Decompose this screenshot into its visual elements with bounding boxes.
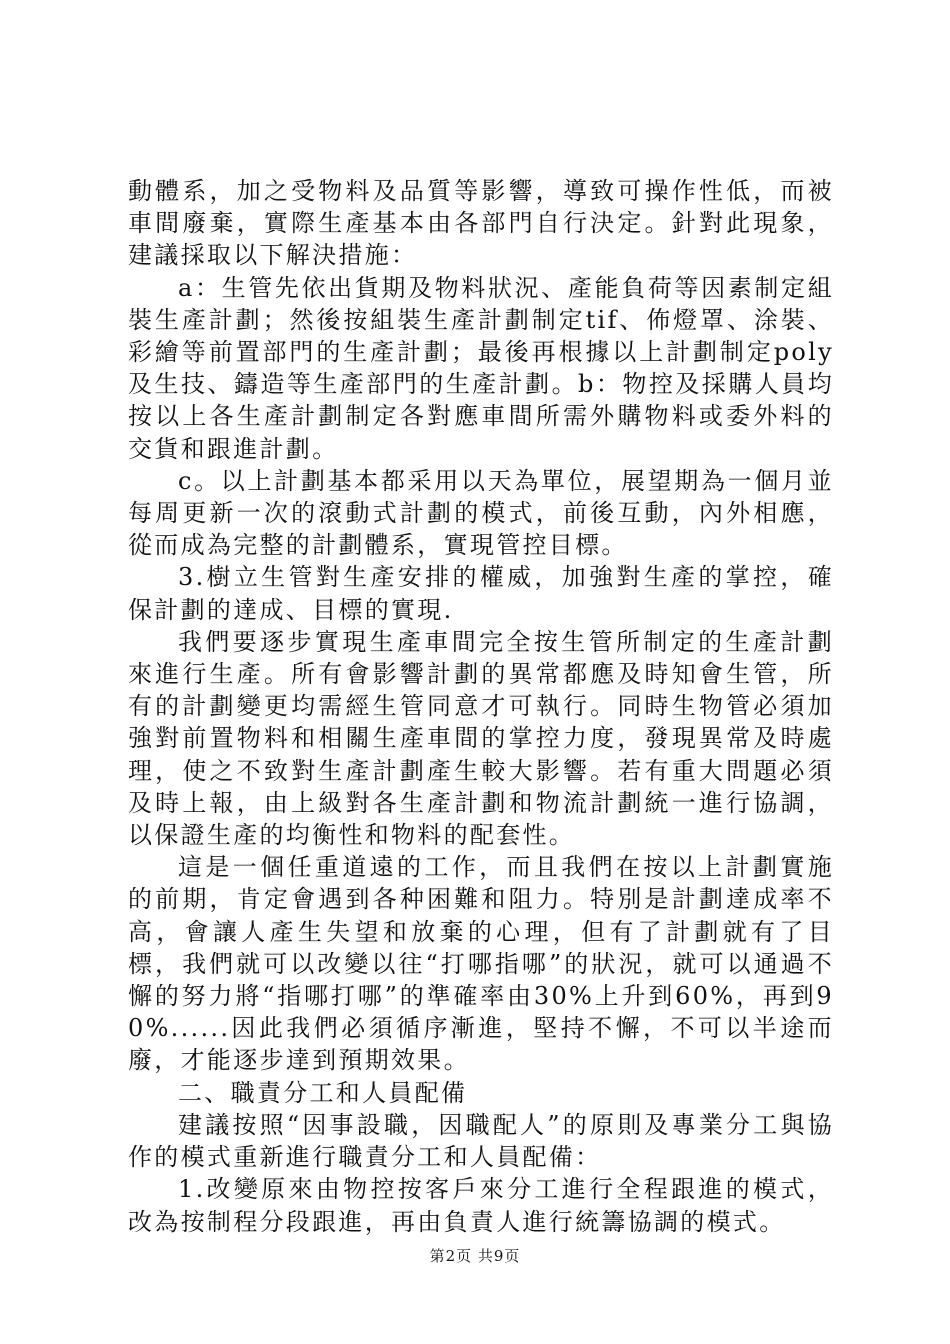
paragraph-point-3: 3.樹立生管對生產安排的權威，加強對生產的掌控，確保計劃的達成、目標的實現. (128, 563, 834, 624)
paragraph-duty-principle: 建議按照“因事設職，因職配人”的原則及專業分工與協作的模式重新進行職責分工和人員配備： (128, 1110, 834, 1172)
page-number-footer: 第2页 共9页 (429, 1247, 521, 1265)
paragraph-long-term-work: 這是一個任重道遠的工作，而且我們在按以上計劃實施的前期，肯定會遇到各种困難和阻力。特別是計劃達成率不高，會讓人產生失望和放棄的心理，但有了計劃就有了目標，我們就可以改變以往“打哪指哪”的狀況，就可以通過不懈的努力將“指哪打哪”的準確率由30%上升到60%，再到90%......因此我們必須循序漸進，堅持不懈，不可以半途而廢，才能逐步達到預期效果。 (128, 853, 834, 1075)
paragraph-production-control: 我們要逐步實現生產車間完全按生管所制定的生產計劃來進行生產。所有會影響計劃的異常都應及時知會生管，所有的計劃變更均需經生管同意才可執行。同時生物管必須加強對前置物料和相關生產車間的掌控力度，發現異常及時處理，使之不致對生產計劃產生較大影響。若有重大問題必須及時上報，由上級對各生產計劃和物流計劃統一進行協調，以保證生產的均衡性和物料的配套性。 (128, 627, 834, 850)
paragraph-continuation: 動體系，加之受物料及品質等影響，導致可操作性低，而被車間廢棄，實際生產基本由各部門自行決定。針對此現象，建議採取以下解決措施： (128, 177, 834, 270)
document-body (128, 175, 834, 1238)
paragraph-point-1: 1.改變原來由物控按客戶來分工進行全程跟進的模式，改為按制程分段跟進，再由負責人進行統籌協調的模式。 (128, 1175, 834, 1236)
paragraph-measure-c: c。以上計劃基本都采用以天為單位，展望期為一個月並每周更新一次的滾動式計劃的模式，前後互動，內外相應，從而成為完整的計劃體系，實現管控目標。 (128, 466, 834, 560)
section-heading-duties: 二、職責分工和人員配備 (178, 1078, 468, 1107)
paragraph-measure-a-b: a：生管先依出貨期及物料狀況、產能負荷等因素制定組裝生產計劃；然後按組裝生產計劃制定tif、佈燈罩、涂裝、彩繪等前置部門的生產計劃；最後再根據以上計劃制定poly及生技、鑄造等生產部門的生產計劃。b：物控及採購人員均按以上各生產計劃制定各對應車間所需外購物料或委外料的交貨和跟進計劃。 (128, 273, 834, 463)
